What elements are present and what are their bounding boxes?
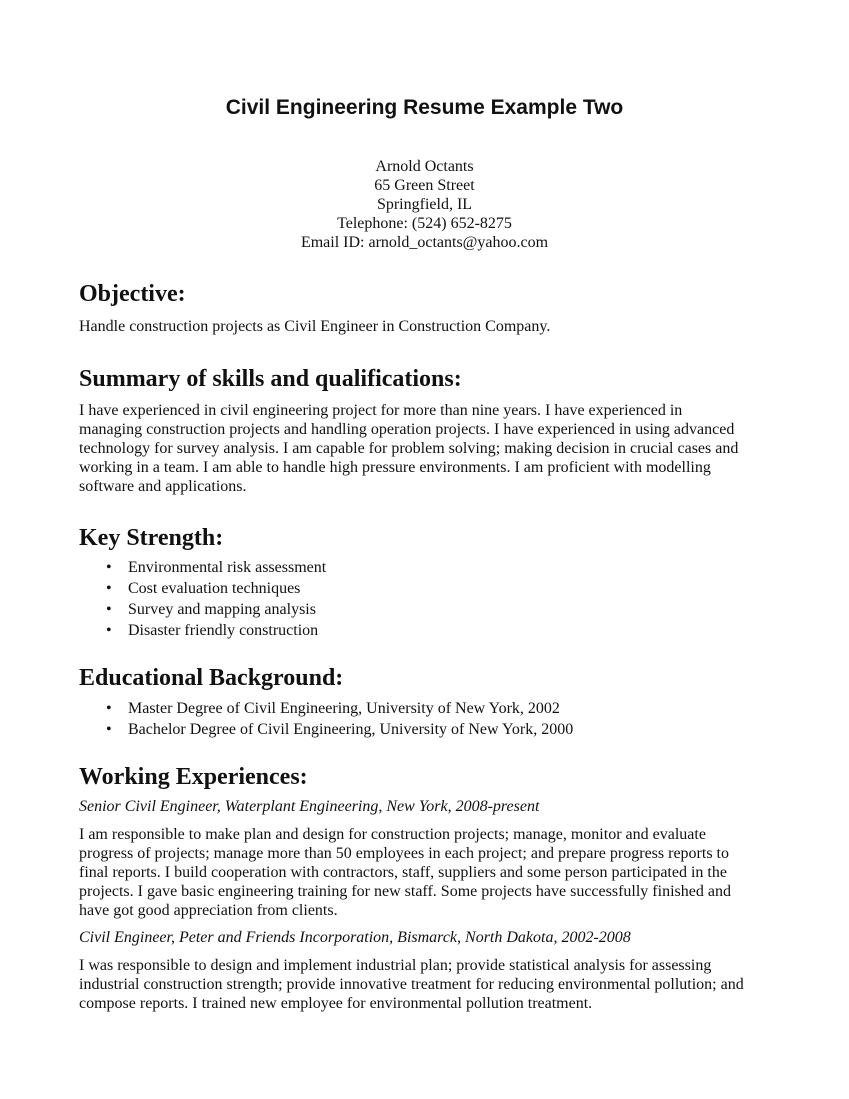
key-strength-section (79, 524, 779, 641)
job-description (79, 825, 779, 920)
list-item-text: Cost evaluation techniques (128, 580, 301, 597)
summary-line: working in a team. I am able to handle high pressure environments. I am proficient with modelling (79, 459, 711, 476)
job-description-line: I am responsible to make plan and design for construction projects; manage, monitor and evaluate (79, 826, 706, 843)
bullet-icon: • (106, 721, 112, 738)
education-section (79, 664, 779, 740)
education-list (79, 698, 779, 740)
bullet-icon: • (106, 700, 112, 717)
summary-text (79, 401, 779, 496)
summary-line: I have experienced in civil engineering project for more than nine years. I have experienced in (79, 402, 683, 419)
list-item (79, 557, 779, 578)
objective-text: Handle construction projects as Civil Engineer in Construction Company. (79, 318, 551, 335)
list-item-text: Survey and mapping analysis (128, 601, 316, 618)
list-item (79, 719, 779, 740)
job-description-line: compose reports. I trained new employee for environmental pollution treatment. (79, 995, 593, 1012)
key-strength-list (79, 557, 779, 641)
job-title: Senior Civil Engineer, Waterplant Engineering, New York, 2008-present (79, 798, 540, 815)
contact-email: Email ID: arnold_octants@yahoo.com (300, 234, 549, 251)
contact-block (0, 157, 849, 252)
job-description-line: progress of projects; manage more than 50 employees in each project; and prepare progress reports to (79, 845, 729, 862)
summary-section (79, 365, 779, 496)
job-description-line: projects. I gave basic engineering training for new staff. Some projects have successfully finished and (79, 883, 731, 900)
job-description (79, 956, 779, 1013)
contact-street: 65 Green Street (374, 177, 475, 194)
bullet-icon: • (106, 580, 112, 597)
job-description-line: have got good appreciation from clients. (79, 902, 338, 919)
list-item-text: Environmental risk assessment (128, 559, 327, 576)
contact-city: Springfield, IL (376, 196, 473, 213)
list-item (79, 620, 779, 641)
experience-heading: Working Experiences: (79, 764, 308, 790)
objective-section (79, 280, 779, 336)
contact-telephone: Telephone: (524) 652-8275 (337, 215, 512, 232)
job-description-line: final reports. I build cooperation with contractors, staff, suppliers and some person participated in the (79, 864, 727, 881)
education-heading: Educational Background: (79, 665, 344, 691)
objective-heading: Objective: (79, 281, 186, 307)
document-title: Civil Engineering Resume Example Two (225, 96, 624, 119)
summary-line: managing construction projects and handling operation projects. I have experienced in using advanced (79, 421, 735, 438)
list-item (79, 599, 779, 620)
job-entry (79, 797, 779, 920)
list-item (79, 578, 779, 599)
bullet-icon: • (106, 622, 112, 639)
contact-name: Arnold Octants (375, 158, 474, 175)
experience-section (79, 763, 779, 1013)
bullet-icon: • (106, 559, 112, 576)
bullet-icon: • (106, 601, 112, 618)
list-item (79, 698, 779, 719)
job-title: Civil Engineer, Peter and Friends Incorporation, Bismarck, North Dakota, 2002-2008 (79, 929, 631, 946)
job-description-line: industrial construction strength; provide innovative treatment for reducing environmental pollution; and (79, 976, 744, 993)
job-entry (79, 928, 779, 1013)
list-item-text: Bachelor Degree of Civil Engineering, University of New York, 2000 (128, 721, 574, 738)
job-description-line: I was responsible to design and implement industrial plan; provide statistical analysis for assessing (79, 957, 712, 974)
summary-line: software and applications. (79, 478, 247, 495)
summary-line: technology for survey analysis. I am capable for problem solving; making decision in crucial cases and (79, 440, 739, 457)
list-item-text: Disaster friendly construction (128, 622, 319, 639)
summary-heading: Summary of skills and qualifications: (79, 366, 462, 392)
resume-content (79, 280, 779, 1013)
key-strength-heading: Key Strength: (79, 525, 224, 551)
list-item-text: Master Degree of Civil Engineering, University of New York, 2002 (128, 700, 560, 717)
